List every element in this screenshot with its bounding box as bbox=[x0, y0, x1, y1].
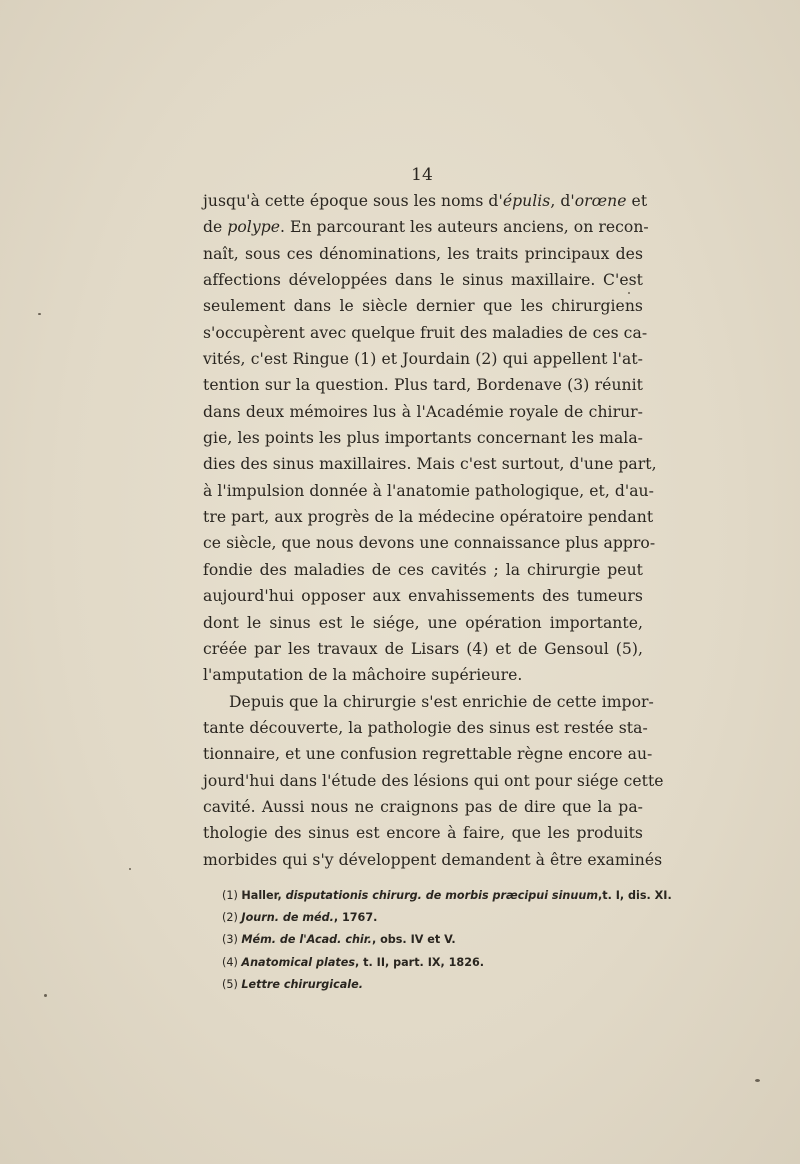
italic-term: épulis bbox=[502, 192, 551, 210]
text-line bbox=[203, 847, 663, 873]
footnote bbox=[222, 952, 652, 974]
footnote bbox=[222, 929, 652, 951]
text-line bbox=[203, 293, 643, 319]
text-line bbox=[203, 214, 649, 240]
footnote bbox=[222, 907, 652, 929]
footnote-title: Lettre chirurgicale. bbox=[241, 977, 363, 991]
footnote-title: Mém. de l'Acad. chir. bbox=[241, 933, 372, 947]
text-line bbox=[203, 241, 643, 267]
paragraph-1 bbox=[203, 188, 657, 689]
text-segment: morbides qui s'y développent demandent à être examinés bbox=[203, 850, 663, 869]
footnote-title: Journ. de méd. bbox=[241, 911, 334, 925]
text-segment: s'occupèrent avec quelque fruit des maladies de ces ca- bbox=[203, 323, 648, 342]
footnote-number: (2) bbox=[222, 911, 242, 925]
text-segment: naît, sous ces dénominations, les traits principaux des bbox=[203, 244, 643, 263]
text-segment: et bbox=[626, 192, 648, 210]
italic-term: orœne bbox=[574, 192, 627, 210]
text-segment: l'amputation de la mâchoire supérieure. bbox=[203, 666, 523, 685]
text-line bbox=[203, 636, 643, 662]
text-line bbox=[203, 399, 643, 425]
text-line bbox=[203, 267, 643, 293]
italic-term: polype bbox=[227, 218, 281, 237]
paper-speck bbox=[44, 994, 47, 997]
text-segment: tention sur la question. Plus tard, Bordenave (3) réunit bbox=[203, 376, 643, 395]
text-line bbox=[203, 425, 643, 451]
text-line bbox=[203, 530, 656, 556]
text-line bbox=[203, 478, 654, 504]
footnote-reference: ,t. I, dis. XI. bbox=[597, 889, 672, 902]
text-line bbox=[203, 662, 643, 688]
paragraph-2 bbox=[203, 689, 664, 873]
text-segment: dont le sinus est le siége, une opération importante, bbox=[203, 613, 643, 632]
footnote-reference: , obs. IV et V. bbox=[371, 933, 456, 947]
text-line bbox=[203, 794, 643, 820]
body-text bbox=[203, 188, 664, 873]
footnote-text: Haller, bbox=[241, 889, 286, 902]
text-segment: seulement dans le siècle dernier que les chirurgiens bbox=[203, 297, 643, 316]
text-segment: affections développées dans le sinus maxillaire. C'est bbox=[203, 271, 643, 290]
paper-speck bbox=[38, 313, 41, 315]
text-segment: dans deux mémoires lus à l'Académie royale de chirur- bbox=[203, 402, 643, 421]
text-line bbox=[203, 820, 643, 846]
text-segment: dies des sinus maxillaires. Mais c'est surtout, d'une part, bbox=[203, 455, 657, 474]
text-segment: tante découverte, la pathologie des sinus est restée sta- bbox=[203, 718, 648, 737]
text-segment: jusqu'à cette époque sous les noms d' bbox=[203, 192, 503, 210]
footnotes bbox=[222, 885, 672, 996]
footnote bbox=[222, 974, 652, 996]
text-line bbox=[203, 372, 643, 398]
text-line bbox=[203, 557, 643, 583]
footnote-reference: , t. II, part. IX, 1826. bbox=[355, 955, 485, 969]
text-line bbox=[203, 504, 654, 530]
text-segment: thologie des sinus est encore à faire, que les produits bbox=[203, 824, 643, 843]
footnote-number: (1) bbox=[222, 889, 242, 902]
text-line bbox=[203, 320, 648, 346]
text-segment: tionnaire, et une confusion regrettable règne encore au- bbox=[203, 745, 653, 764]
text-segment: , d' bbox=[550, 192, 575, 210]
text-segment: de bbox=[203, 218, 228, 237]
text-segment: à l'impulsion donnée à l'anatomie pathologique, et, d'au- bbox=[203, 481, 654, 500]
text-segment: cavité. Aussi nous ne craignons pas de dire que la pa- bbox=[203, 797, 643, 816]
page-number: 14 bbox=[411, 165, 433, 185]
footnote-number: (4) bbox=[222, 955, 242, 969]
footnote bbox=[222, 885, 672, 907]
text-line bbox=[203, 346, 643, 372]
footnote-title: Anatomical plates bbox=[241, 955, 356, 969]
text-line bbox=[203, 741, 653, 767]
footnote-title: disputationis chirurg. de morbis præcipui sinuum bbox=[285, 889, 598, 902]
text-segment: tre part, aux progrès de la médecine opératoire pendant bbox=[203, 508, 654, 527]
paper-speck bbox=[129, 868, 131, 870]
text-segment: fondie des maladies de ces cavités ; la chirurgie peut bbox=[203, 560, 643, 579]
text-segment: créée par les travaux de Lisars (4) et de Gensoul (5), bbox=[203, 639, 643, 658]
text-line bbox=[203, 188, 648, 214]
text-segment: vités, c'est Ringue (1) et Jourdain (2) qui appellent l'at- bbox=[203, 350, 643, 369]
footnote-number: (3) bbox=[222, 933, 242, 947]
text-segment: jourd'hui dans l'étude des lésions qui ont pour siége cette bbox=[203, 771, 664, 790]
text-line bbox=[203, 689, 654, 715]
text-line bbox=[203, 451, 657, 477]
text-segment: gie, les points les plus importants concernant les mala- bbox=[203, 429, 643, 448]
paper-speck bbox=[755, 1079, 760, 1082]
text-line bbox=[203, 583, 643, 609]
text-line bbox=[203, 768, 664, 794]
text-segment: Depuis que la chirurgie s'est enrichie de cette impor- bbox=[229, 692, 654, 711]
text-segment: aujourd'hui opposer aux envahissements des tumeurs bbox=[203, 587, 643, 606]
text-segment: . En parcourant les auteurs anciens, on recon- bbox=[280, 218, 649, 237]
footnote-reference: , 1767. bbox=[333, 911, 378, 925]
text-line bbox=[203, 715, 648, 741]
footnote-number: (5) bbox=[222, 977, 242, 991]
paper-speck bbox=[628, 292, 630, 294]
text-segment: ce siècle, que nous devons une connaissance plus appro- bbox=[203, 534, 656, 553]
text-line bbox=[203, 610, 643, 636]
